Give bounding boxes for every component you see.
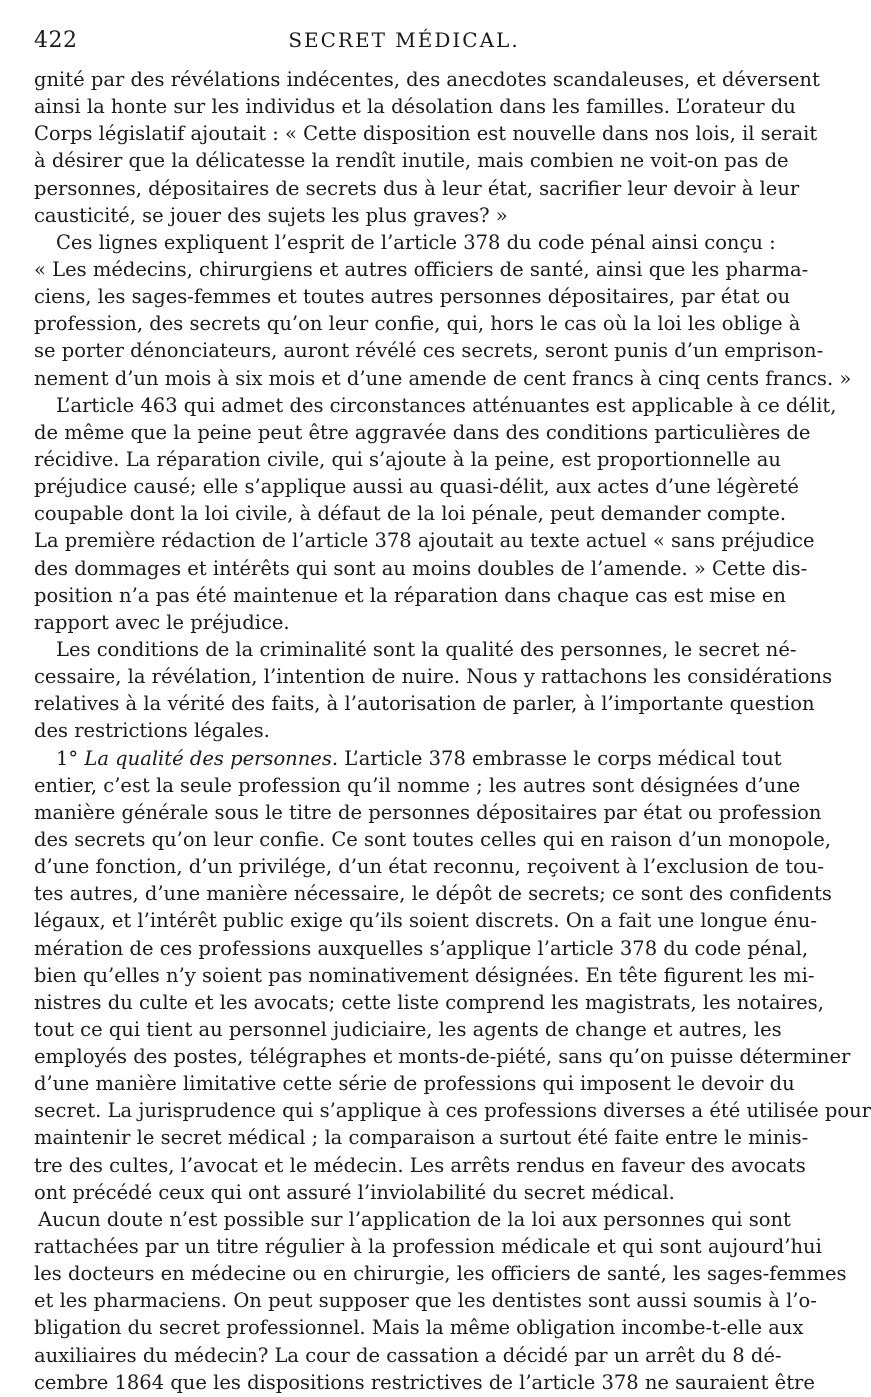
- text-line: légaux, et l’intérêt public exige qu’ils soient discrets. On a fait une longue énu-: [34, 909, 817, 933]
- text-line: des dommages et intérêts qui sont au moins doubles de l’amende. » Cette dis-: [34, 556, 808, 580]
- text-line: Aucun doute n’est possible sur l’application de la loi aux personnes qui sont: [38, 1207, 791, 1231]
- text-line: Corps législatif ajoutait : « Cette disposition est nouvelle dans nos lois, il serait: [34, 122, 818, 146]
- text-line: auxiliaires du médecin? La cour de cassation a décidé par un arrêt du 8 dé-: [34, 1343, 782, 1367]
- text-line: L’article 463 qui admet des circonstances atténuantes est applicable à ce délit,: [56, 393, 837, 417]
- text-line: secret. La jurisprudence qui s’applique à ces professions diverses a été utilisée pour: [34, 1099, 871, 1123]
- page-number: 422: [34, 28, 78, 53]
- text-line: Les conditions de la criminalité sont la qualité des personnes, le secret né-: [56, 637, 797, 661]
- text-line: causticité, se jouer des sujets les plus graves? »: [34, 203, 508, 227]
- text-line: profession, des secrets qu’on leur confie, qui, hors le cas où la loi les oblige à: [34, 312, 801, 336]
- text-line: employés des postes, télégraphes et monts-de-piété, sans qu’on puisse déterminer: [34, 1045, 851, 1069]
- text-line: tes autres, d’une manière nécessaire, le dépôt de secrets; ce sont des confidents: [34, 882, 832, 906]
- text-line: des restrictions légales.: [34, 719, 270, 743]
- text-line: d’une manière limitative cette série de professions qui imposent le devoir du: [34, 1072, 795, 1096]
- text-line: récidive. La réparation civile, qui s’ajoute à la peine, est proportionnelle au: [34, 447, 781, 471]
- text-line: tout ce qui tient au personnel judiciaire, les agents de change et autres, les: [34, 1017, 782, 1041]
- section-title: La qualité des personnes.: [84, 746, 339, 770]
- text-line: nistres du culte et les avocats; cette liste comprend les magistrats, les notaires,: [34, 990, 824, 1014]
- text-line: entier, c’est la seule profession qu’il nomme ; les autres sont désignées d’une: [34, 773, 801, 797]
- book-page: [34, 0, 871, 1397]
- text-line: « Les médecins, chirurgiens et autres officiers de santé, ainsi que les pharma-: [34, 257, 809, 281]
- text-line: préjudice causé; elle s’applique aussi au quasi-délit, aux actes d’une légèreté: [34, 475, 799, 499]
- text-line: coupable dont la loi civile, à défaut de la loi pénale, peut demander compte.: [34, 502, 787, 526]
- text-line: maintenir le secret médical ; la comparaison a surtout été faite entre le minis-: [34, 1126, 809, 1150]
- text-fragment: L’article 378 embrasse le corps médical tout: [344, 746, 782, 770]
- text-line: personnes, dépositaires de secrets dus à leur état, sacrifier leur devoir à leur: [34, 176, 800, 200]
- text-line: cembre 1864 que les dispositions restrictives de l’article 378 ne sauraient être: [34, 1370, 815, 1394]
- text-line: tre des cultes, l’avocat et le médecin. Les arrêts rendus en faveur des avocats: [34, 1153, 806, 1177]
- text-line: ont précédé ceux qui ont assuré l’inviolabilité du secret médical.: [34, 1180, 675, 1204]
- text-line: relatives à la vérité des faits, à l’autorisation de parler, à l’importante question: [34, 692, 815, 716]
- text-line: mération de ces professions auxquelles s’applique l’article 378 du code pénal,: [34, 936, 809, 960]
- text-line: se porter dénonciateurs, auront révélé ces secrets, seront punis d’un emprison-: [34, 339, 824, 363]
- text-line: bien qu’elles n’y soient pas nominativement désignées. En tête figurent les mi-: [34, 963, 815, 987]
- section-number: 1°: [56, 746, 79, 770]
- text-line: à désirer que la délicatesse la rendît inutile, mais combien ne voit-on pas de: [34, 149, 789, 173]
- text-line: La première rédaction de l’article 378 ajoutait au texte actuel « sans préjudice: [34, 529, 815, 553]
- text-line: de même que la peine peut être aggravée dans des conditions particulières de: [34, 420, 811, 444]
- text-line: gnité par des révélations indécentes, des anecdotes scandaleuses, et déversent: [34, 68, 820, 91]
- section-heading-line: [34, 745, 782, 772]
- text-line: bligation du secret professionnel. Mais la même obligation incombe-t-elle aux: [34, 1316, 804, 1340]
- text-line: ainsi la honte sur les individus et la désolation dans les familles. L’orateur du: [34, 95, 796, 119]
- text-line: rattachées par un titre régulier à la profession médicale et qui sont aujourd’hui: [34, 1235, 822, 1259]
- text-line: Ces lignes expliquent l’esprit de l’article 378 du code pénal ainsi conçu :: [56, 230, 776, 254]
- text-line: rapport avec le préjudice.: [34, 610, 290, 634]
- running-title: SECRET MÉDICAL.: [288, 28, 520, 52]
- text-line: cessaire, la révélation, l’intention de nuire. Nous y rattachons les considérations: [34, 665, 833, 689]
- text-line: d’une fonction, d’un privilége, d’un état reconnu, reçoivent à l’exclusion de tou-: [34, 855, 824, 879]
- text-line: ciens, les sages-femmes et toutes autres personnes dépositaires, par état ou: [34, 285, 791, 309]
- body-text: [34, 66, 871, 1396]
- text-line: les docteurs en médecine ou en chirurgie, les officiers de santé, les sages-femmes: [34, 1262, 847, 1286]
- text-line: des secrets qu’on leur confie. Ce sont toutes celles qui en raison d’un monopole,: [34, 827, 831, 851]
- text-line: position n’a pas été maintenue et la réparation dans chaque cas est mise en: [34, 583, 786, 607]
- text-line: et les pharmaciens. On peut supposer que les dentistes sont aussi soumis à l’o-: [34, 1289, 817, 1313]
- text-line: manière générale sous le titre de personnes dépositaires par état ou profession: [34, 800, 822, 824]
- text-line: nement d’un mois à six mois et d’une amende de cent francs à cinq cents francs. »: [34, 366, 852, 390]
- running-head: [34, 28, 774, 56]
